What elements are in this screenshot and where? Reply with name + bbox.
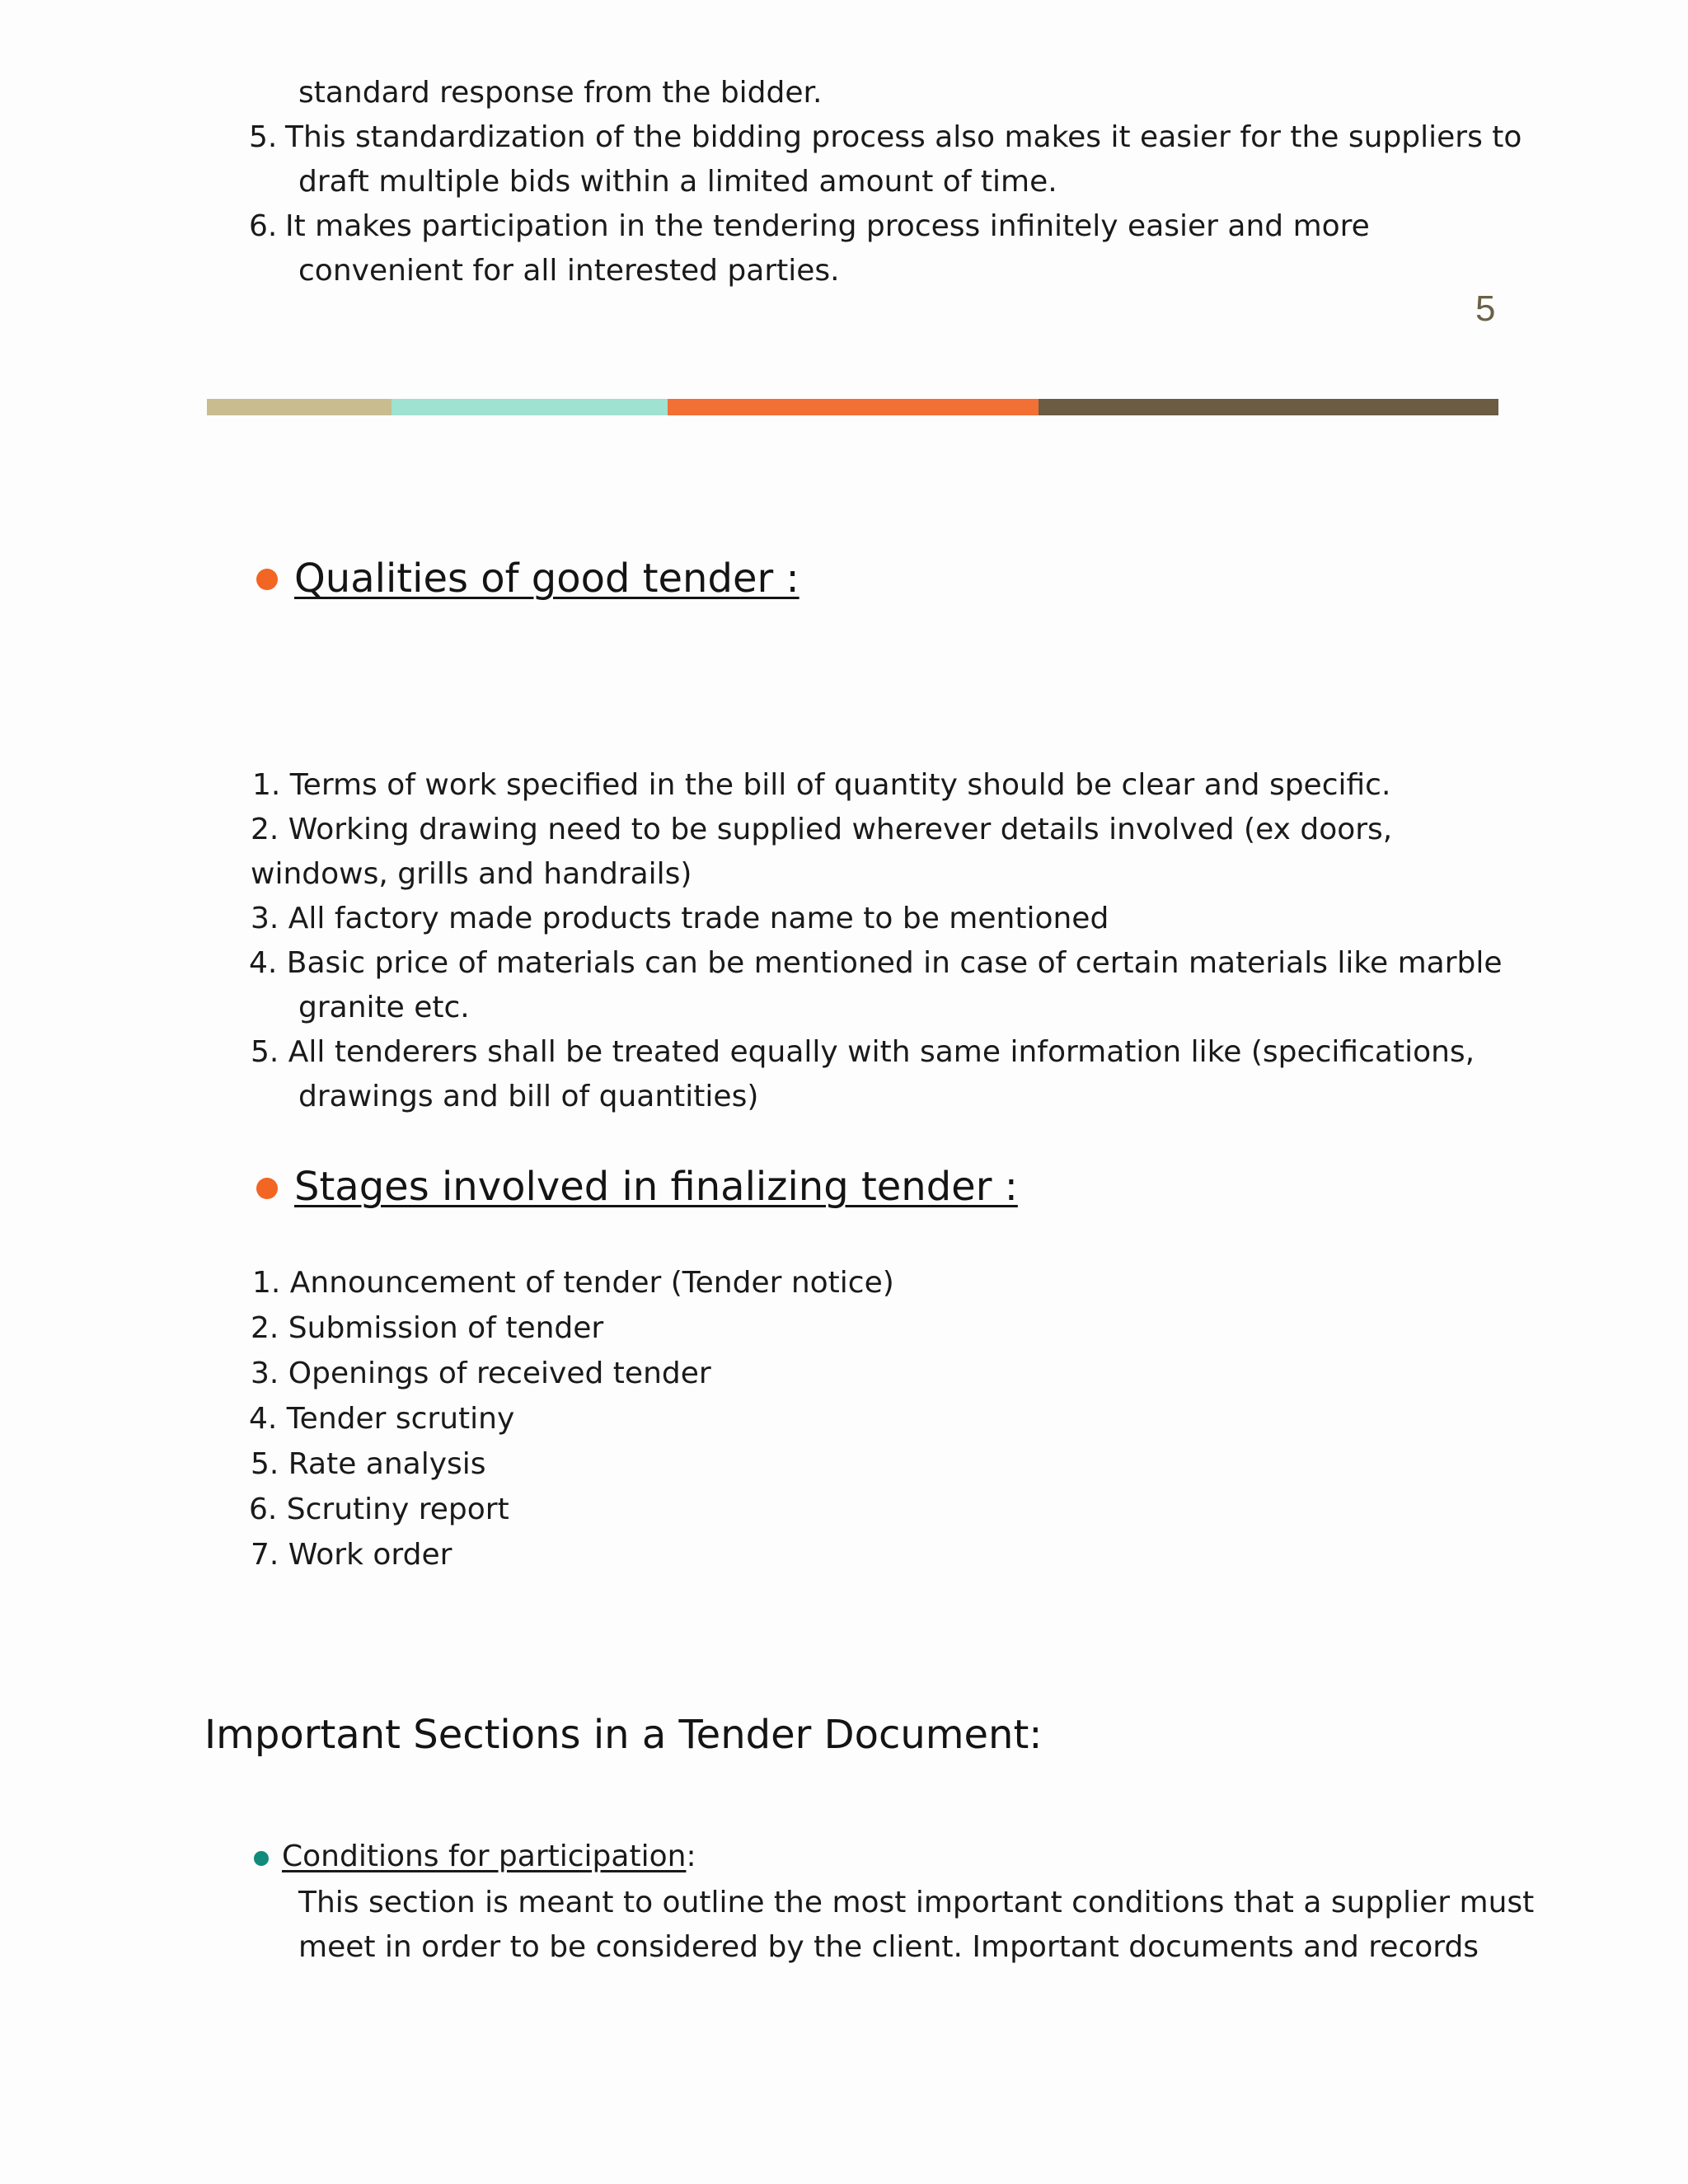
qualities-line-2: 2. Working drawing need to be supplied wherever details involved (ex doors, <box>251 813 1393 846</box>
stages-item-1: 1. Announcement of tender (Tender notice) <box>252 1266 894 1300</box>
list-item-6-line-2: convenient for all interested parties. <box>298 254 840 288</box>
qualities-line-4: 3. All factory made products trade name to be mentioned <box>251 902 1109 935</box>
stages-item-2: 2. Submission of tender <box>251 1311 604 1345</box>
qualities-line-6: granite etc. <box>298 991 470 1024</box>
list-item-6-line-1: It makes participation in the tendering process infinitely easier and more <box>285 209 1370 243</box>
qualities-line-5: 4. Basic price of materials can be mentioned in case of certain materials like marble <box>249 946 1503 980</box>
color-divider-bar <box>207 399 1498 415</box>
divider-segment-brown <box>1039 399 1498 415</box>
orange-bullet-icon <box>256 569 278 590</box>
stages-item-5: 5. Rate analysis <box>251 1447 486 1481</box>
conditions-heading-label: Conditions for participation <box>282 1840 687 1873</box>
divider-segment-tan <box>207 399 392 415</box>
conditions-line-2: meet in order to be considered by the client. Important documents and records <box>298 1930 1479 1964</box>
stages-item-3: 3. Openings of received tender <box>251 1357 711 1390</box>
stages-item-7: 7. Work order <box>251 1538 452 1572</box>
stages-heading: Stages involved in finalizing tender : <box>294 1164 1018 1210</box>
stages-item-4: 4. Tender scrutiny <box>249 1402 515 1436</box>
qualities-line-1: 1. Terms of work specified in the bill of quantity should be clear and specific. <box>252 768 1391 802</box>
divider-segment-mint <box>392 399 668 415</box>
stages-item-6: 6. Scrutiny report <box>249 1493 509 1526</box>
conditions-heading-suffix: : <box>686 1840 696 1873</box>
page-number: 5 <box>1475 288 1497 329</box>
list-item-continuation: standard response from the bidder. <box>298 76 823 110</box>
qualities-line-8: drawings and bill of quantities) <box>298 1080 759 1113</box>
important-sections-title: Important Sections in a Tender Document: <box>204 1712 1043 1758</box>
list-item-5-line-2: draft multiple bids within a limited amount of time. <box>298 165 1057 199</box>
list-item-6-number: 6. <box>249 209 278 243</box>
orange-bullet-icon <box>256 1178 278 1199</box>
conditions-heading <box>282 1835 696 1879</box>
teal-bullet-icon <box>254 1851 269 1866</box>
qualities-line-3: windows, grills and handrails) <box>251 857 692 891</box>
divider-segment-orange <box>668 399 1039 415</box>
qualities-heading: Qualities of good tender : <box>294 555 799 602</box>
list-item-5-line-1: This standardization of the bidding process also makes it easier for the suppliers to <box>285 120 1522 154</box>
qualities-line-7: 5. All tenderers shall be treated equally with same information like (specifications, <box>251 1035 1475 1069</box>
conditions-line-1: This section is meant to outline the most important conditions that a supplier must <box>298 1886 1535 1919</box>
list-item-5-number: 5. <box>249 120 278 154</box>
